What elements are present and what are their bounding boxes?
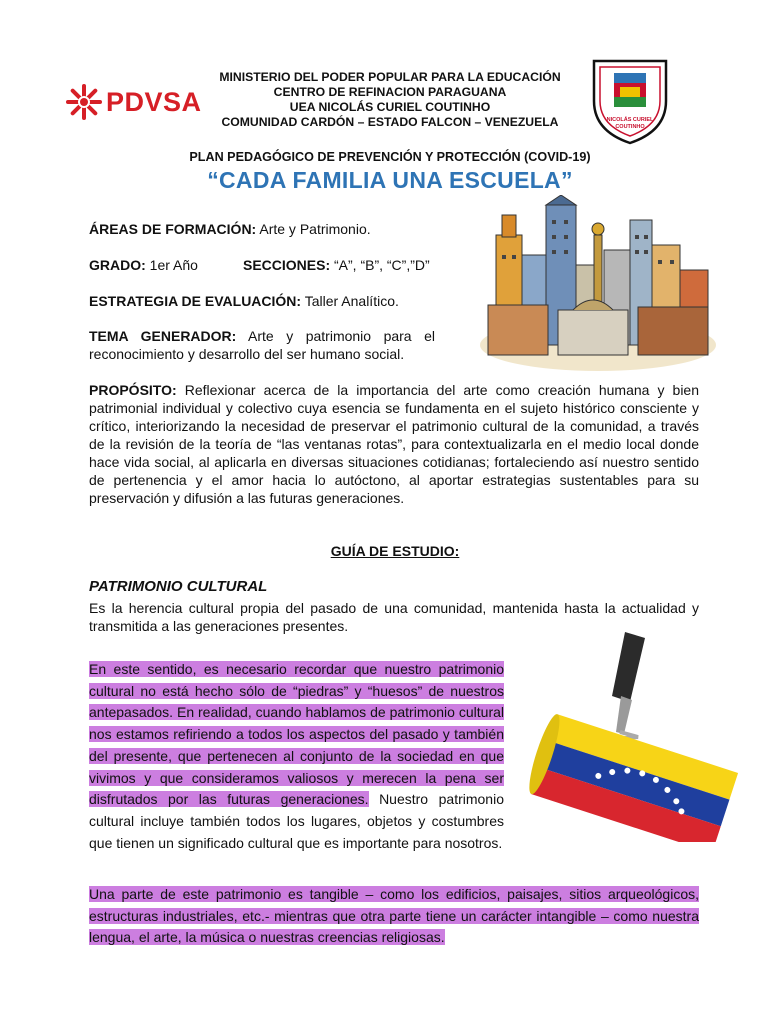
areas-label: ÁREAS DE FORMACIÓN: bbox=[89, 221, 257, 237]
secciones-value: “A”, “B”, “C”,”D” bbox=[334, 257, 430, 273]
tangible-paragraph bbox=[89, 884, 699, 949]
svg-text:COUTINHO: COUTINHO bbox=[615, 124, 645, 130]
header-line-school: UEA NICOLÁS CURIEL COUTINHO bbox=[289, 100, 491, 114]
areas-value: Arte y Patrimonio. bbox=[259, 221, 371, 237]
grado-label: GRADO: bbox=[89, 257, 146, 273]
secciones-label: SECCIONES: bbox=[243, 257, 331, 273]
estrategia-label: ESTRATEGIA DE EVALUACIÓN: bbox=[89, 293, 302, 309]
plan-title: PLAN PEDAGÓGICO DE PREVENCIÓN Y PROTECCIÓN (COVID-19) bbox=[189, 150, 591, 164]
header-line-community: COMUNIDAD CARDÓN – ESTADO FALCON – VENEZUELA bbox=[221, 115, 559, 129]
school-shield-logo bbox=[590, 55, 670, 145]
tema-field-line1 bbox=[89, 328, 435, 344]
proposito-paragraph bbox=[89, 381, 699, 507]
paint-roller-flag-illustration bbox=[520, 632, 745, 842]
proposito-label: PROPÓSITO: bbox=[89, 382, 177, 398]
header-line-ministry: MINISTERIO DEL PODER POPULAR PARA LA EDUCACIÓN bbox=[219, 70, 561, 84]
pdvsa-logo bbox=[66, 84, 202, 120]
tema-field-line2 bbox=[89, 346, 404, 362]
secciones-field bbox=[243, 257, 430, 273]
areas-field bbox=[89, 221, 371, 237]
tema-label: TEMA GENERADOR: bbox=[89, 328, 237, 344]
institution-header bbox=[200, 70, 580, 130]
header-line-center: CENTRO DE REFINACION PARAGUANA bbox=[273, 85, 507, 99]
city-skyline-illustration bbox=[478, 195, 718, 375]
slogan: “CADA FAMILIA UNA ESCUELA” bbox=[207, 167, 573, 193]
patrimonio-rest-3: un significado cultural que es importante para nosotros. bbox=[158, 834, 503, 851]
tangible-highlighted-text: Una parte de este patrimonio es tangible – como los edificios, paisajes, sitios arqueológicos, estructuras industriales, etc.- mientras que otra parte tiene un carácter intangible – como nuestra lengua, el arte, la música o nuestras creencias religiosas. bbox=[89, 886, 699, 946]
patrimonio-rest-2: también todos los lugares, objetos y costumbres que tienen bbox=[89, 812, 505, 851]
guia-title: GUÍA DE ESTUDIO: bbox=[330, 543, 460, 559]
grado-field bbox=[89, 257, 198, 273]
patrimonio-title: PATRIMONIO CULTURAL bbox=[89, 578, 268, 595]
patrimonio-rest-1: Nuestro patrimonio cultural incluye bbox=[89, 791, 504, 829]
tema-value-1: Arte y patrimonio para el bbox=[248, 328, 435, 344]
grado-value: 1er Año bbox=[149, 257, 198, 273]
estrategia-value: Taller Analítico. bbox=[304, 293, 399, 309]
pdvsa-logo-text: PDVSA bbox=[106, 86, 202, 117]
tema-value-2: reconocimiento y desarrollo del ser humano social. bbox=[89, 346, 405, 362]
patrimonio-definition: Es la herencia cultural propia del pasado de una comunidad, mantenida hasta la actualidad y transmitida a las generaciones presentes. bbox=[89, 600, 699, 634]
estrategia-field bbox=[89, 293, 399, 309]
patrimonio-explanation bbox=[89, 659, 504, 854]
highlighted-text: En este sentido, es necesario recordar que nuestro patrimonio cultural no está hecho sólo de “piedras” y “huesos” de nuestros antepasados. En realidad, cuando hablamos de patrimonio cultural nos estamos refiriendo a todos los aspectos del pasado y también del presente, que pertenecen al conjunto de la sociedad en que vivimos y que consideramos valiosos y merecen la pena ser disfrutados por las futuras generaciones. bbox=[89, 661, 504, 808]
svg-text:NICOLÁS CURIEL: NICOLÁS CURIEL bbox=[606, 117, 654, 123]
pdvsa-sun-icon bbox=[66, 84, 102, 120]
proposito-text: Reflexionar acerca de la importancia del arte como creación humana y bien patrimonial individual y colectivo cuya esencia se fundamenta en el sujeto histórico consciente y crítico, interiorizando la necesidad de preservar el patrimonio cultural de la comunidad, a través de la revisión de la teoría de “las ventanas rotas”, para contextualizarla en el medio local donde hace vida social, al aplicarla en diversas situaciones cotidianas; fortaleciendo así nuestro sentido de pertenencia y el amor hacia lo autóctono, al aportar estrategias sustentables para su preservación y difusión a las futuras generaciones. bbox=[89, 382, 699, 506]
